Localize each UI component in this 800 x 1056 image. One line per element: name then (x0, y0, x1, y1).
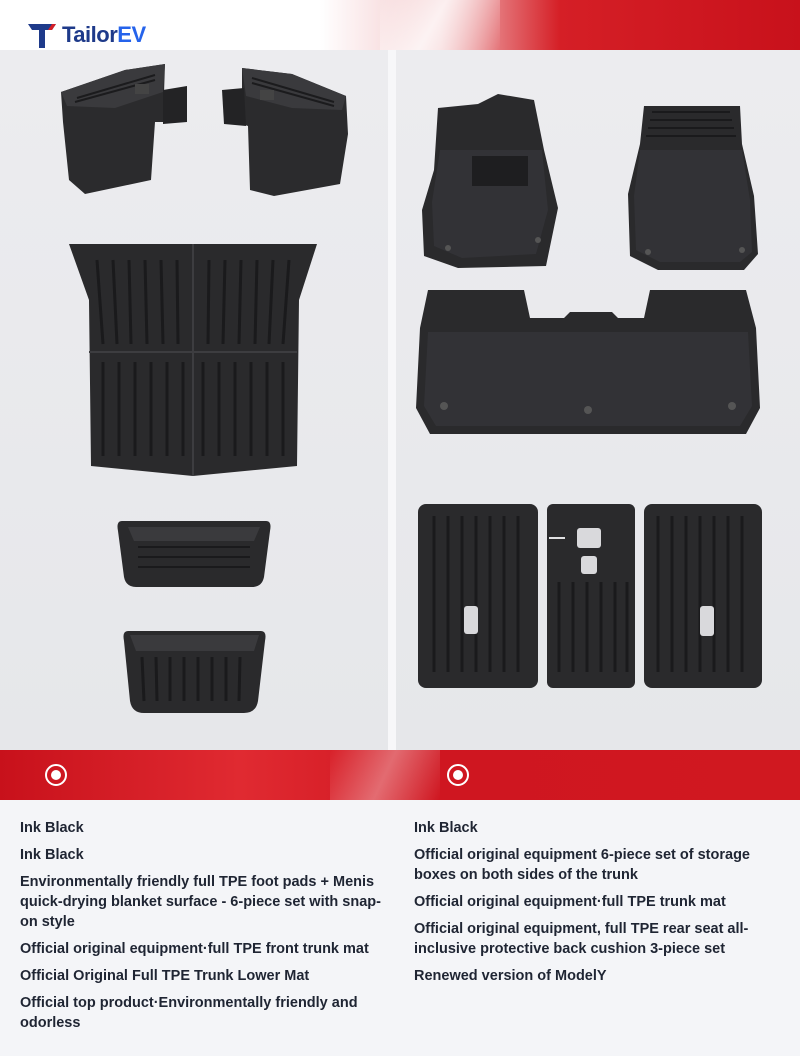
option-item[interactable]: Ink Black (414, 820, 478, 836)
option-item[interactable]: Official top product·Environmentally friendly and odorless (20, 995, 358, 1031)
trunk-lower-mat (122, 627, 267, 715)
option-item[interactable]: Environmentally friendly full TPE foot pads + Menis quick-drying blanket surface - 6-piece set with snap-on style (20, 874, 381, 930)
front-trunk-mat (114, 517, 274, 589)
brand-logo (26, 20, 146, 50)
seat-back-cushion-left (416, 502, 540, 690)
brand-logo-main: Tailor (62, 22, 118, 47)
front-floor-mat-driver (418, 90, 564, 272)
brand-logo-text (62, 22, 146, 48)
front-floor-mat-passenger (624, 104, 760, 274)
option-item[interactable]: Renewed version of ModelY (414, 968, 607, 984)
side-storage-box-right (222, 64, 352, 198)
rear-floor-mat (414, 288, 762, 438)
brand-logo-accent: EV (117, 22, 146, 47)
header-shine (380, 0, 500, 50)
option-item[interactable]: Official Original Full TPE Trunk Lower Mat (20, 968, 310, 984)
option-radio-right[interactable] (447, 764, 469, 786)
option-item[interactable]: Official original equipment, full TPE rear seat all-inclusive protective back cushion 3-piece set (414, 921, 749, 957)
option-selector-bar (0, 750, 800, 800)
option-list-right (414, 818, 774, 993)
option-radio-left[interactable] (45, 764, 67, 786)
option-item[interactable]: Ink Black (20, 847, 84, 863)
seat-back-cushion-middle (545, 502, 637, 690)
option-bar-shine (330, 750, 440, 800)
trunk-mat (67, 240, 319, 478)
option-item[interactable]: Official original equipment·full TPE trunk mat (414, 894, 726, 910)
option-item[interactable]: Official original equipment 6-piece set of storage boxes on both sides of the trunk (414, 847, 750, 883)
panel-divider (388, 50, 396, 750)
side-storage-box-left (55, 62, 190, 197)
option-item[interactable]: Official original equipment·full TPE front trunk mat (20, 941, 369, 957)
brand-logo-icon (26, 20, 60, 50)
header-banner (0, 0, 800, 50)
option-item[interactable]: Ink Black (20, 820, 84, 836)
seat-back-cushion-right (642, 502, 764, 690)
option-list-left (20, 818, 385, 1040)
